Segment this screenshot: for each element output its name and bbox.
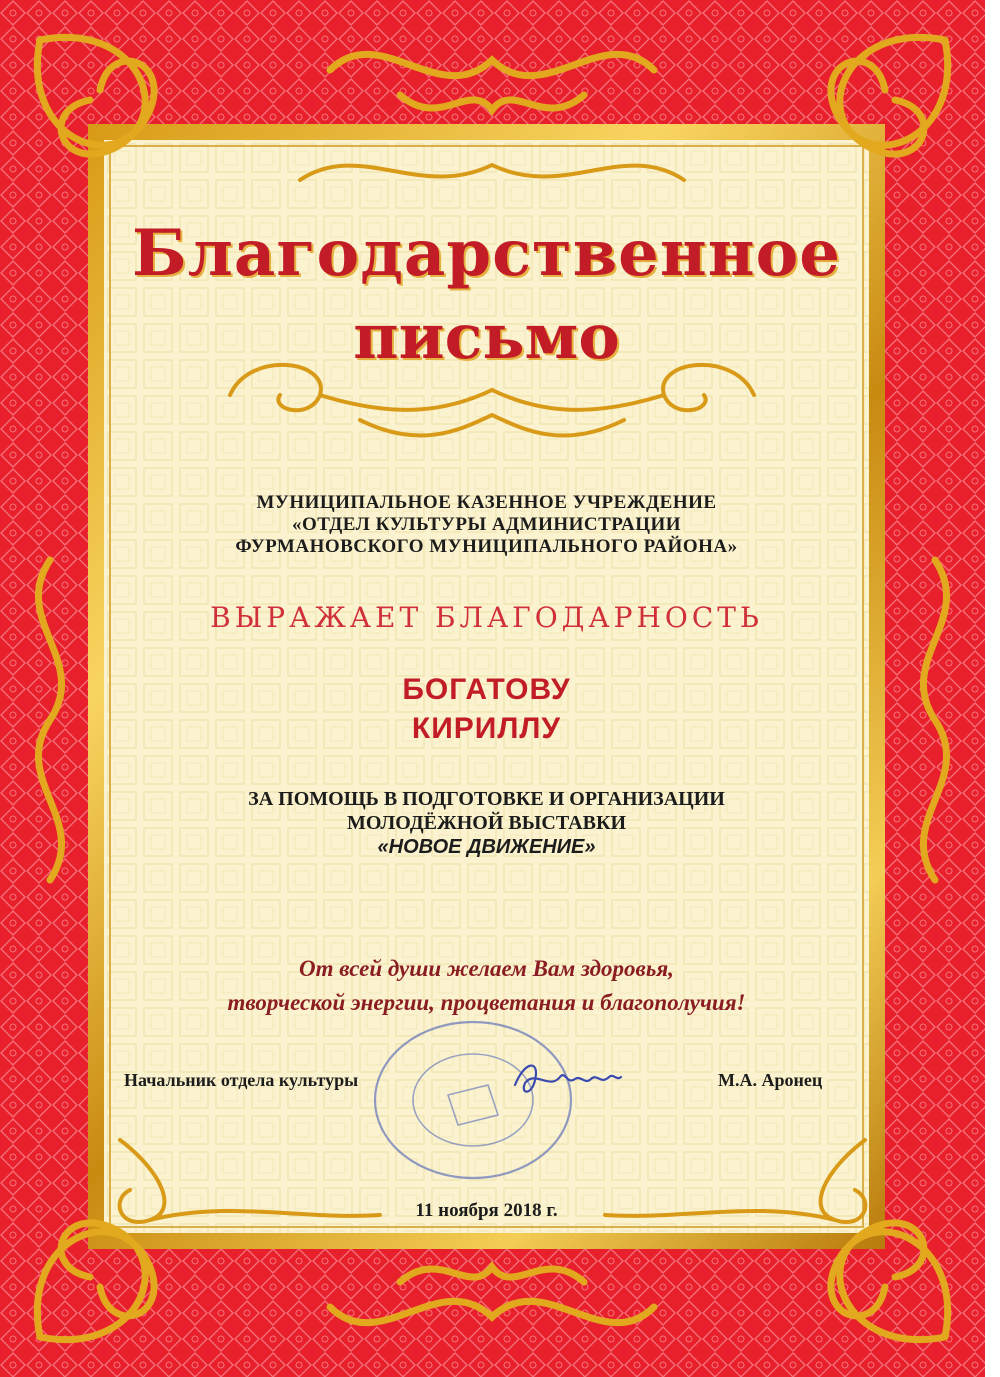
organization-line: «ОТДЕЛ КУЛЬТУРЫ АДМИНИСТРАЦИИ <box>291 514 682 535</box>
issue-date: 11 ноября 2018 г. <box>415 1200 558 1221</box>
organization-line: МУНИЦИПАЛЬНОЕ КАЗЕННОЕ УЧРЕЖДЕНИЕ <box>256 492 717 513</box>
bottom-center-ornament <box>330 1267 654 1323</box>
exhibition-name: «НОВОЕ ДВИЖЕНИЕ» <box>377 836 596 858</box>
wish-line: От всей души желаем Вам здоровья, <box>299 956 674 981</box>
handwritten-signature <box>505 1055 625 1105</box>
organization-line: ФУРМАНОВСКОГО МУНИЦИПАЛЬНОГО РАЙОНА» <box>235 536 738 557</box>
signer-name: М.А. Аронец <box>718 1070 823 1090</box>
scan-margin <box>985 0 1000 1377</box>
title-underline-lower <box>360 415 624 436</box>
top-center-ornament <box>330 54 654 110</box>
wish-line: творческой энергии, процветания и благополучия! <box>227 990 746 1015</box>
right-side-ornament <box>923 560 946 880</box>
corner-ornament-bottom-right <box>831 1223 948 1340</box>
reason-line: МОЛОДЁЖНОЙ ВЫСТАВКИ <box>346 812 627 834</box>
thanks-heading: ВЫРАЖАЕТ БЛАГОДАРНОСТЬ <box>210 601 763 634</box>
recipient-first-name: КИРИЛЛУ <box>411 712 562 745</box>
top-panel-scroll <box>300 165 684 180</box>
corner-ornament-bottom-left <box>37 1223 154 1340</box>
signer-position: Начальник отдела культуры <box>124 1070 359 1090</box>
document-title-line-2: письмо <box>353 300 620 373</box>
reason-line: ЗА ПОМОЩЬ В ПОДГОТОВКЕ И ОРГАНИЗАЦИИ <box>248 788 725 810</box>
corner-ornament-top-left <box>37 37 154 154</box>
document-title: Благодарственное <box>132 216 841 291</box>
recipient-surname: БОГАТОВУ <box>402 673 571 706</box>
left-side-ornament <box>38 560 61 880</box>
corner-ornament-top-right <box>831 37 948 154</box>
